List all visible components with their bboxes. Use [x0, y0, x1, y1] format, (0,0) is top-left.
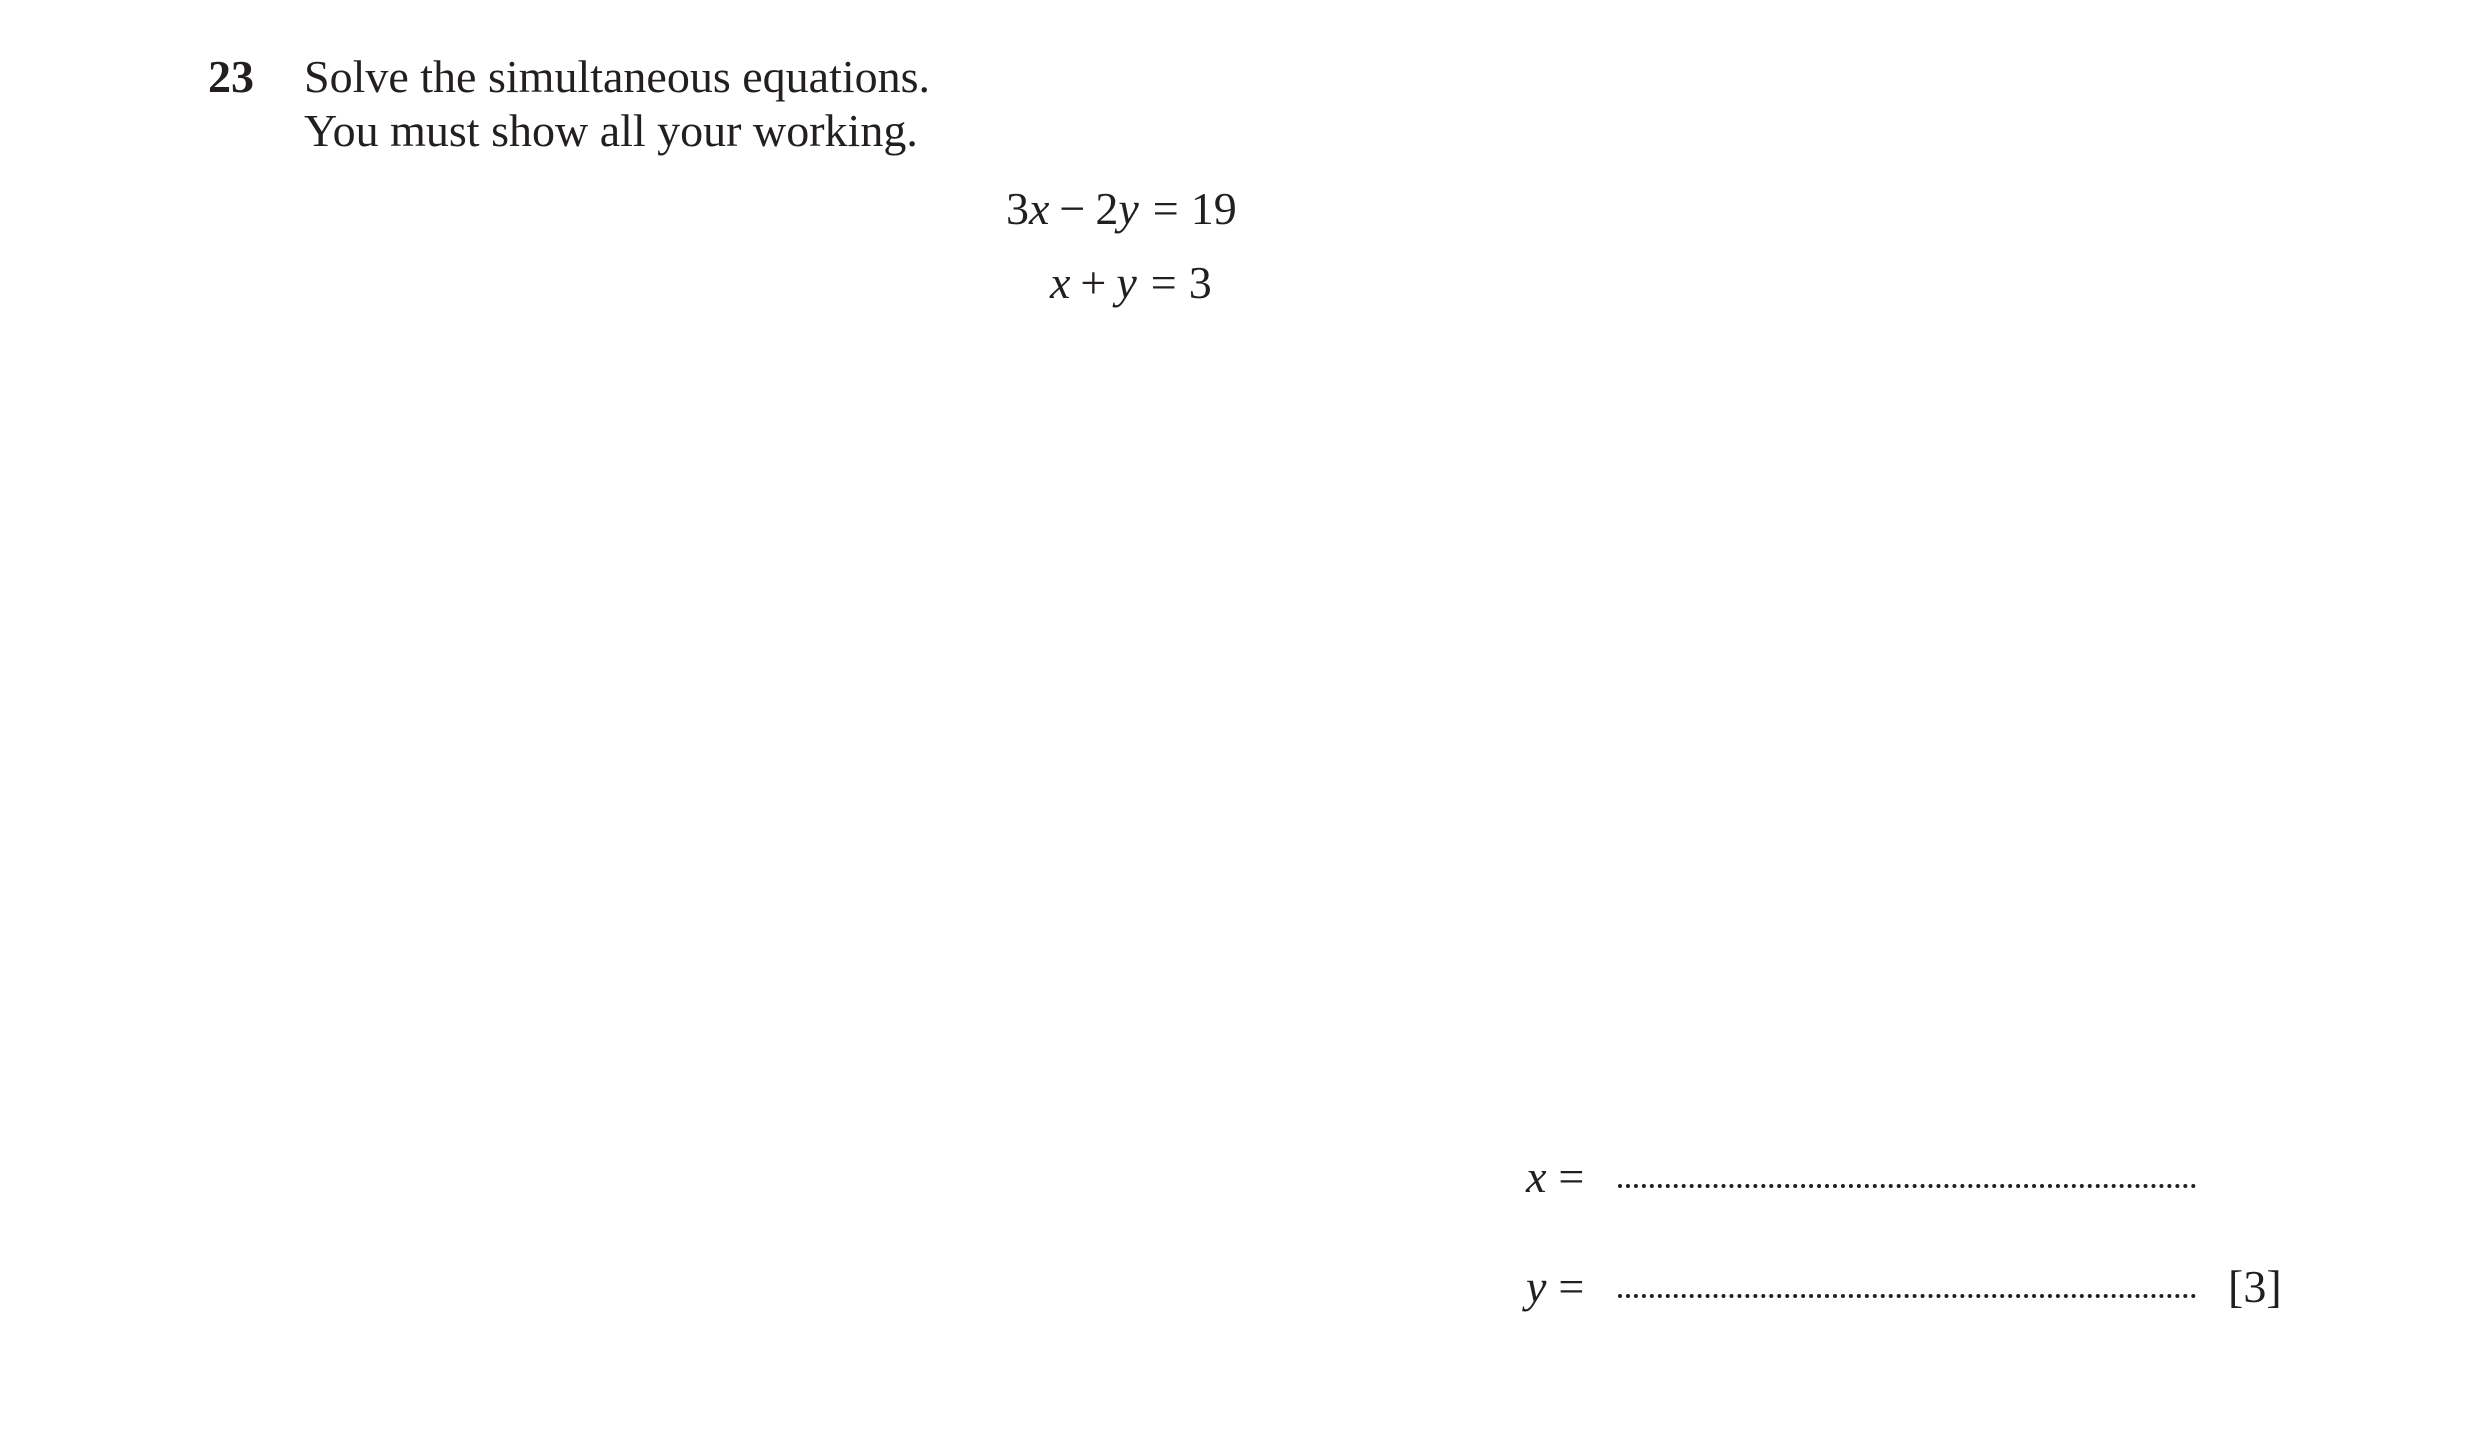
answer-y-line[interactable] — [1618, 1294, 2196, 1298]
answer-x-line[interactable] — [1618, 1184, 2196, 1188]
equation-1-coef-y: 2 — [1095, 183, 1119, 234]
marks-allocation: [3] — [2228, 1261, 2282, 1312]
equation-1-equals: = — [1152, 183, 1179, 234]
equation-2-var-x: x — [1050, 257, 1071, 308]
answer-y-equals: = — [1558, 1261, 1585, 1312]
answer-row-y — [1526, 1256, 2282, 1318]
equation-2-operator: + — [1080, 257, 1107, 308]
answer-row-x — [1526, 1146, 1584, 1208]
instruction-line-2: You must show all your working. — [304, 105, 918, 156]
equation-2-rhs: 3 — [1188, 257, 1212, 308]
answer-y-label: y — [1526, 1261, 1547, 1312]
equation-2-var-y: y — [1116, 257, 1137, 308]
equation-2-equals: = — [1150, 257, 1177, 308]
equation-1-rhs: 19 — [1190, 183, 1237, 234]
equation-1-var-y: y — [1118, 183, 1139, 234]
answer-x-equals: = — [1558, 1151, 1585, 1202]
equation-1-operator: − — [1059, 183, 1086, 234]
equation-1 — [1006, 178, 1237, 240]
equation-1-coef-x: 3 — [1006, 183, 1029, 234]
question-number: 23 — [208, 51, 254, 102]
equation-2 — [1050, 252, 1212, 314]
answer-x-label: x — [1526, 1151, 1547, 1202]
equation-1-var-x: x — [1029, 183, 1050, 234]
instruction-line-1: Solve the simultaneous equations. — [304, 51, 931, 102]
